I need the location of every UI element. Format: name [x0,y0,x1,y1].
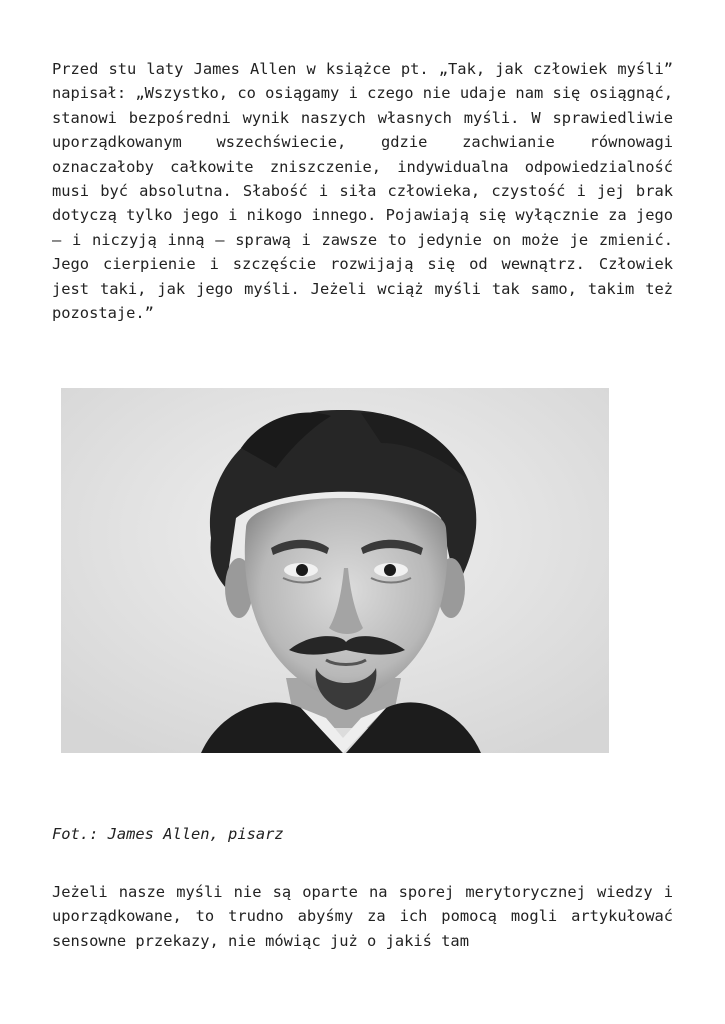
article-paragraph-1: Przed stu laty James Allen w książce pt. „Tak, jak człowiek myśli” napisał: „Wszystko, co osiągamy i czego nie udaje nam się osiągnąć, stanowi bezpośredni wynik naszych własnych myśli. W sprawiedliwie uporządkowanym wszechświecie, gdzie zachwianie równowagi oznaczałoby całkowite zniszczenie, indywidualna odpowiedzialność musi być absolutna. Słabość i siła człowieka, czystość i jej brak dotyczą tylko jego i nikogo innego. Pojawiają się wyłącznie za jego – i niczyją inną – sprawą i zawsze to jedynie on może je zmienić. Jego cierpienie i szczęście rozwijają się od wewnątrz. Człowiek jest taki, jak jego myśli. Jeżeli wciąż myśli tak samo, takim też pozostaje.” [52,60,673,323]
portrait-image [61,388,609,753]
photo-caption: Fot.: James Allen, pisarz [52,825,284,843]
portrait-photo [61,388,609,753]
article-paragraph-2: Jeżeli nasze myśli nie są oparte na sporej merytorycznej wiedzy i uporządkowane, to trudno abyśmy za ich pomocą mogli artykułować sensowne przekazy, nie mówiąc już o jakiś tam [52,883,673,950]
